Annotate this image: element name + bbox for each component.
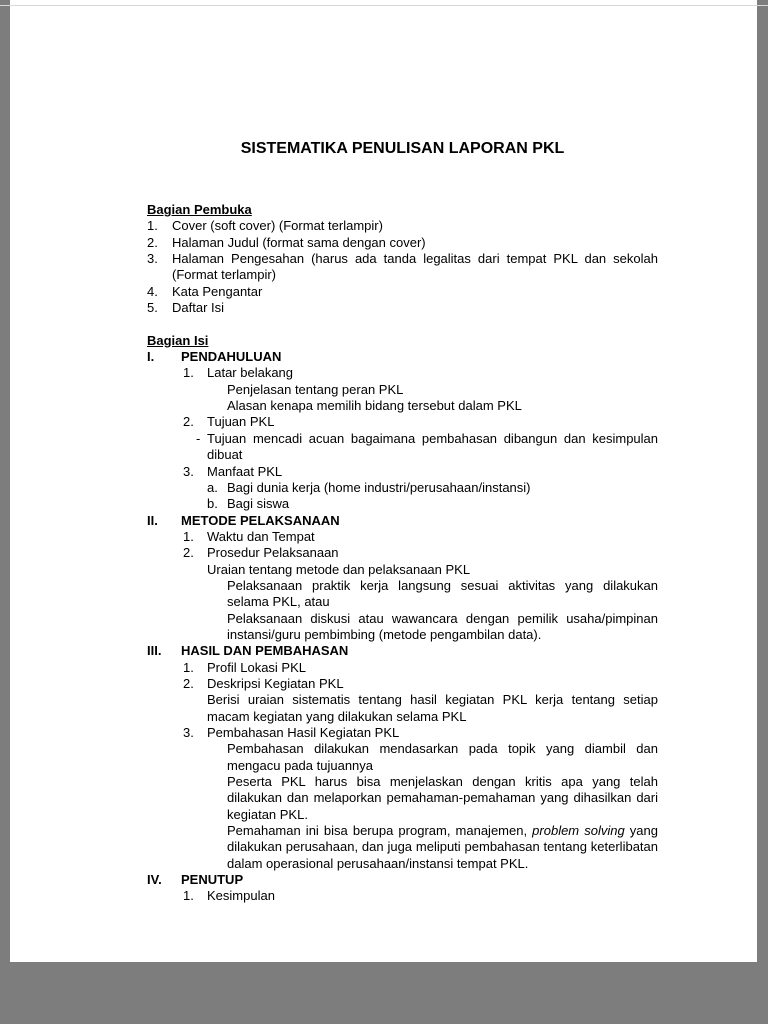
list-marker: 4.	[147, 283, 158, 299]
list-marker: 1.	[183, 659, 194, 675]
list-marker: -	[196, 430, 201, 446]
list-item	[147, 725, 658, 741]
paragraph	[147, 774, 658, 823]
list-marker: 3.	[183, 463, 194, 479]
line-text: Prosedur Pelaksanaan	[207, 545, 339, 561]
line-text: Tujuan PKL	[207, 414, 275, 430]
line-text: Halaman Judul (format sama dengan cover)	[172, 234, 426, 250]
line-text: Profil Lokasi PKL	[207, 659, 306, 675]
list-marker: 3.	[183, 725, 194, 740]
line-text: Bagi siswa	[227, 496, 290, 512]
list-item	[147, 284, 658, 300]
list-item	[147, 235, 658, 251]
line-text: HASIL DAN PEMBAHASAN	[181, 643, 349, 659]
list-marker: b.	[207, 496, 218, 512]
line-text: Pelaksanaan diskusi atau wawancara dengan pemilik usaha/pimpinan instansi/guru pembimbing (metode pengambilan data).	[227, 610, 658, 642]
line-text	[227, 823, 658, 872]
list-marker: III.	[147, 643, 162, 659]
line-text: Kata Pengantar	[172, 283, 263, 299]
roman-heading	[147, 643, 658, 659]
line-text: Daftar Isi	[172, 300, 225, 316]
line-text: Manfaat PKL	[207, 463, 283, 479]
doc-content	[147, 139, 658, 905]
list-marker: 2.	[183, 414, 194, 430]
list-marker: I.	[147, 349, 155, 365]
line-text: Berisi uraian sistematis tentang hasil kegiatan PKL kerja tentang setiap macam kegiatan yang dilakukan selama PKL	[207, 692, 658, 724]
list-item	[147, 496, 658, 512]
roman-heading	[147, 349, 658, 365]
line-text: Peserta PKL harus bisa menjelaskan dengan kritis apa yang telah dilakukan dan melaporkan pemahaman-pemahaman yang dihasilkan dari kegiatan PKL.	[227, 774, 658, 822]
line-text: Waktu dan Tempat	[207, 528, 315, 544]
line-text: METODE PELAKSANAAN	[181, 512, 340, 528]
list-item	[147, 480, 658, 496]
list-marker: 1.	[183, 365, 194, 381]
line-text: PENDAHULUAN	[181, 349, 282, 365]
list-marker: 2.	[183, 545, 194, 561]
list-marker: a.	[207, 479, 218, 495]
italic-text-run: problem solving	[532, 823, 625, 839]
roman-heading	[147, 872, 658, 888]
line-text: Pembahasan dilakukan mendasarkan pada topik yang diambil dan mengacu pada tujuannya	[227, 741, 658, 773]
document-title: SISTEMATIKA PENULISAN LAPORAN PKL	[240, 140, 565, 157]
list-item	[147, 300, 658, 316]
line-text: Kesimpulan	[207, 888, 275, 904]
list-item	[147, 676, 658, 692]
list-item	[147, 888, 658, 904]
document-page	[10, 0, 757, 962]
list-marker: IV.	[147, 872, 162, 888]
list-marker: II.	[147, 512, 158, 528]
list-marker: 1.	[183, 888, 194, 904]
line-text: Penjelasan tentang peran PKL	[227, 381, 404, 397]
section-heading	[147, 333, 658, 349]
paragraph	[147, 823, 658, 872]
paragraph	[147, 382, 658, 398]
line-text: Bagi dunia kerja (home industri/perusahaan/instansi)	[227, 479, 531, 495]
line-text: Cover (soft cover) (Format terlampir)	[172, 218, 383, 234]
section-heading	[147, 202, 658, 218]
list-item	[147, 529, 658, 545]
list-marker: 5.	[147, 300, 158, 316]
list-item	[147, 545, 658, 561]
list-item	[147, 660, 658, 676]
line-text: Tujuan mencadi acuan bagaimana pembahasan dibangun dan kesimpulan dibuat	[207, 430, 658, 463]
paragraph	[147, 578, 658, 611]
list-item	[147, 251, 658, 284]
text-run: Pemahaman ini bisa berupa program, manajemen,	[227, 823, 533, 839]
line-text: Deskripsi Kegiatan PKL	[207, 675, 344, 691]
line-text: Bagian Pembuka	[147, 202, 252, 217]
text-run: yang dilakukan perusahaan, dan juga meliputi pembahasan tentang keterlibatan dalam operasional perusahaan/instansi tempat PKL.	[227, 823, 658, 871]
list-item	[147, 414, 658, 430]
paragraph	[147, 741, 658, 774]
line-text: Pelaksanaan praktik kerja langsung sesuai aktivitas yang dilakukan selama PKL, atau	[227, 577, 658, 610]
line-text: Bagian Isi	[147, 332, 209, 348]
list-item	[147, 365, 658, 381]
list-marker: 1.	[147, 218, 158, 234]
list-marker: 2.	[183, 675, 194, 691]
line-text: Uraian tentang metode dan pelaksanaan PKL	[207, 561, 471, 577]
list-marker: 1.	[183, 528, 194, 544]
paragraph	[147, 398, 658, 414]
paragraph	[147, 562, 658, 578]
list-item	[147, 464, 658, 480]
list-marker: 3.	[147, 251, 158, 267]
line-text: Pembahasan Hasil Kegiatan PKL	[207, 725, 400, 740]
list-marker: 2.	[147, 234, 158, 250]
paragraph	[147, 611, 658, 644]
line-text: Latar belakang	[207, 365, 294, 381]
roman-heading	[147, 513, 658, 529]
paragraph	[147, 692, 658, 725]
list-item	[147, 431, 658, 464]
line-text: PENUTUP	[181, 872, 244, 888]
line-text: Halaman Pengesahan (harus ada tanda legalitas dari tempat PKL dan sekolah (Format terlampir)	[172, 251, 658, 283]
list-item	[147, 218, 658, 234]
line-text: Alasan kenapa memilih bidang tersebut dalam PKL	[227, 398, 522, 414]
